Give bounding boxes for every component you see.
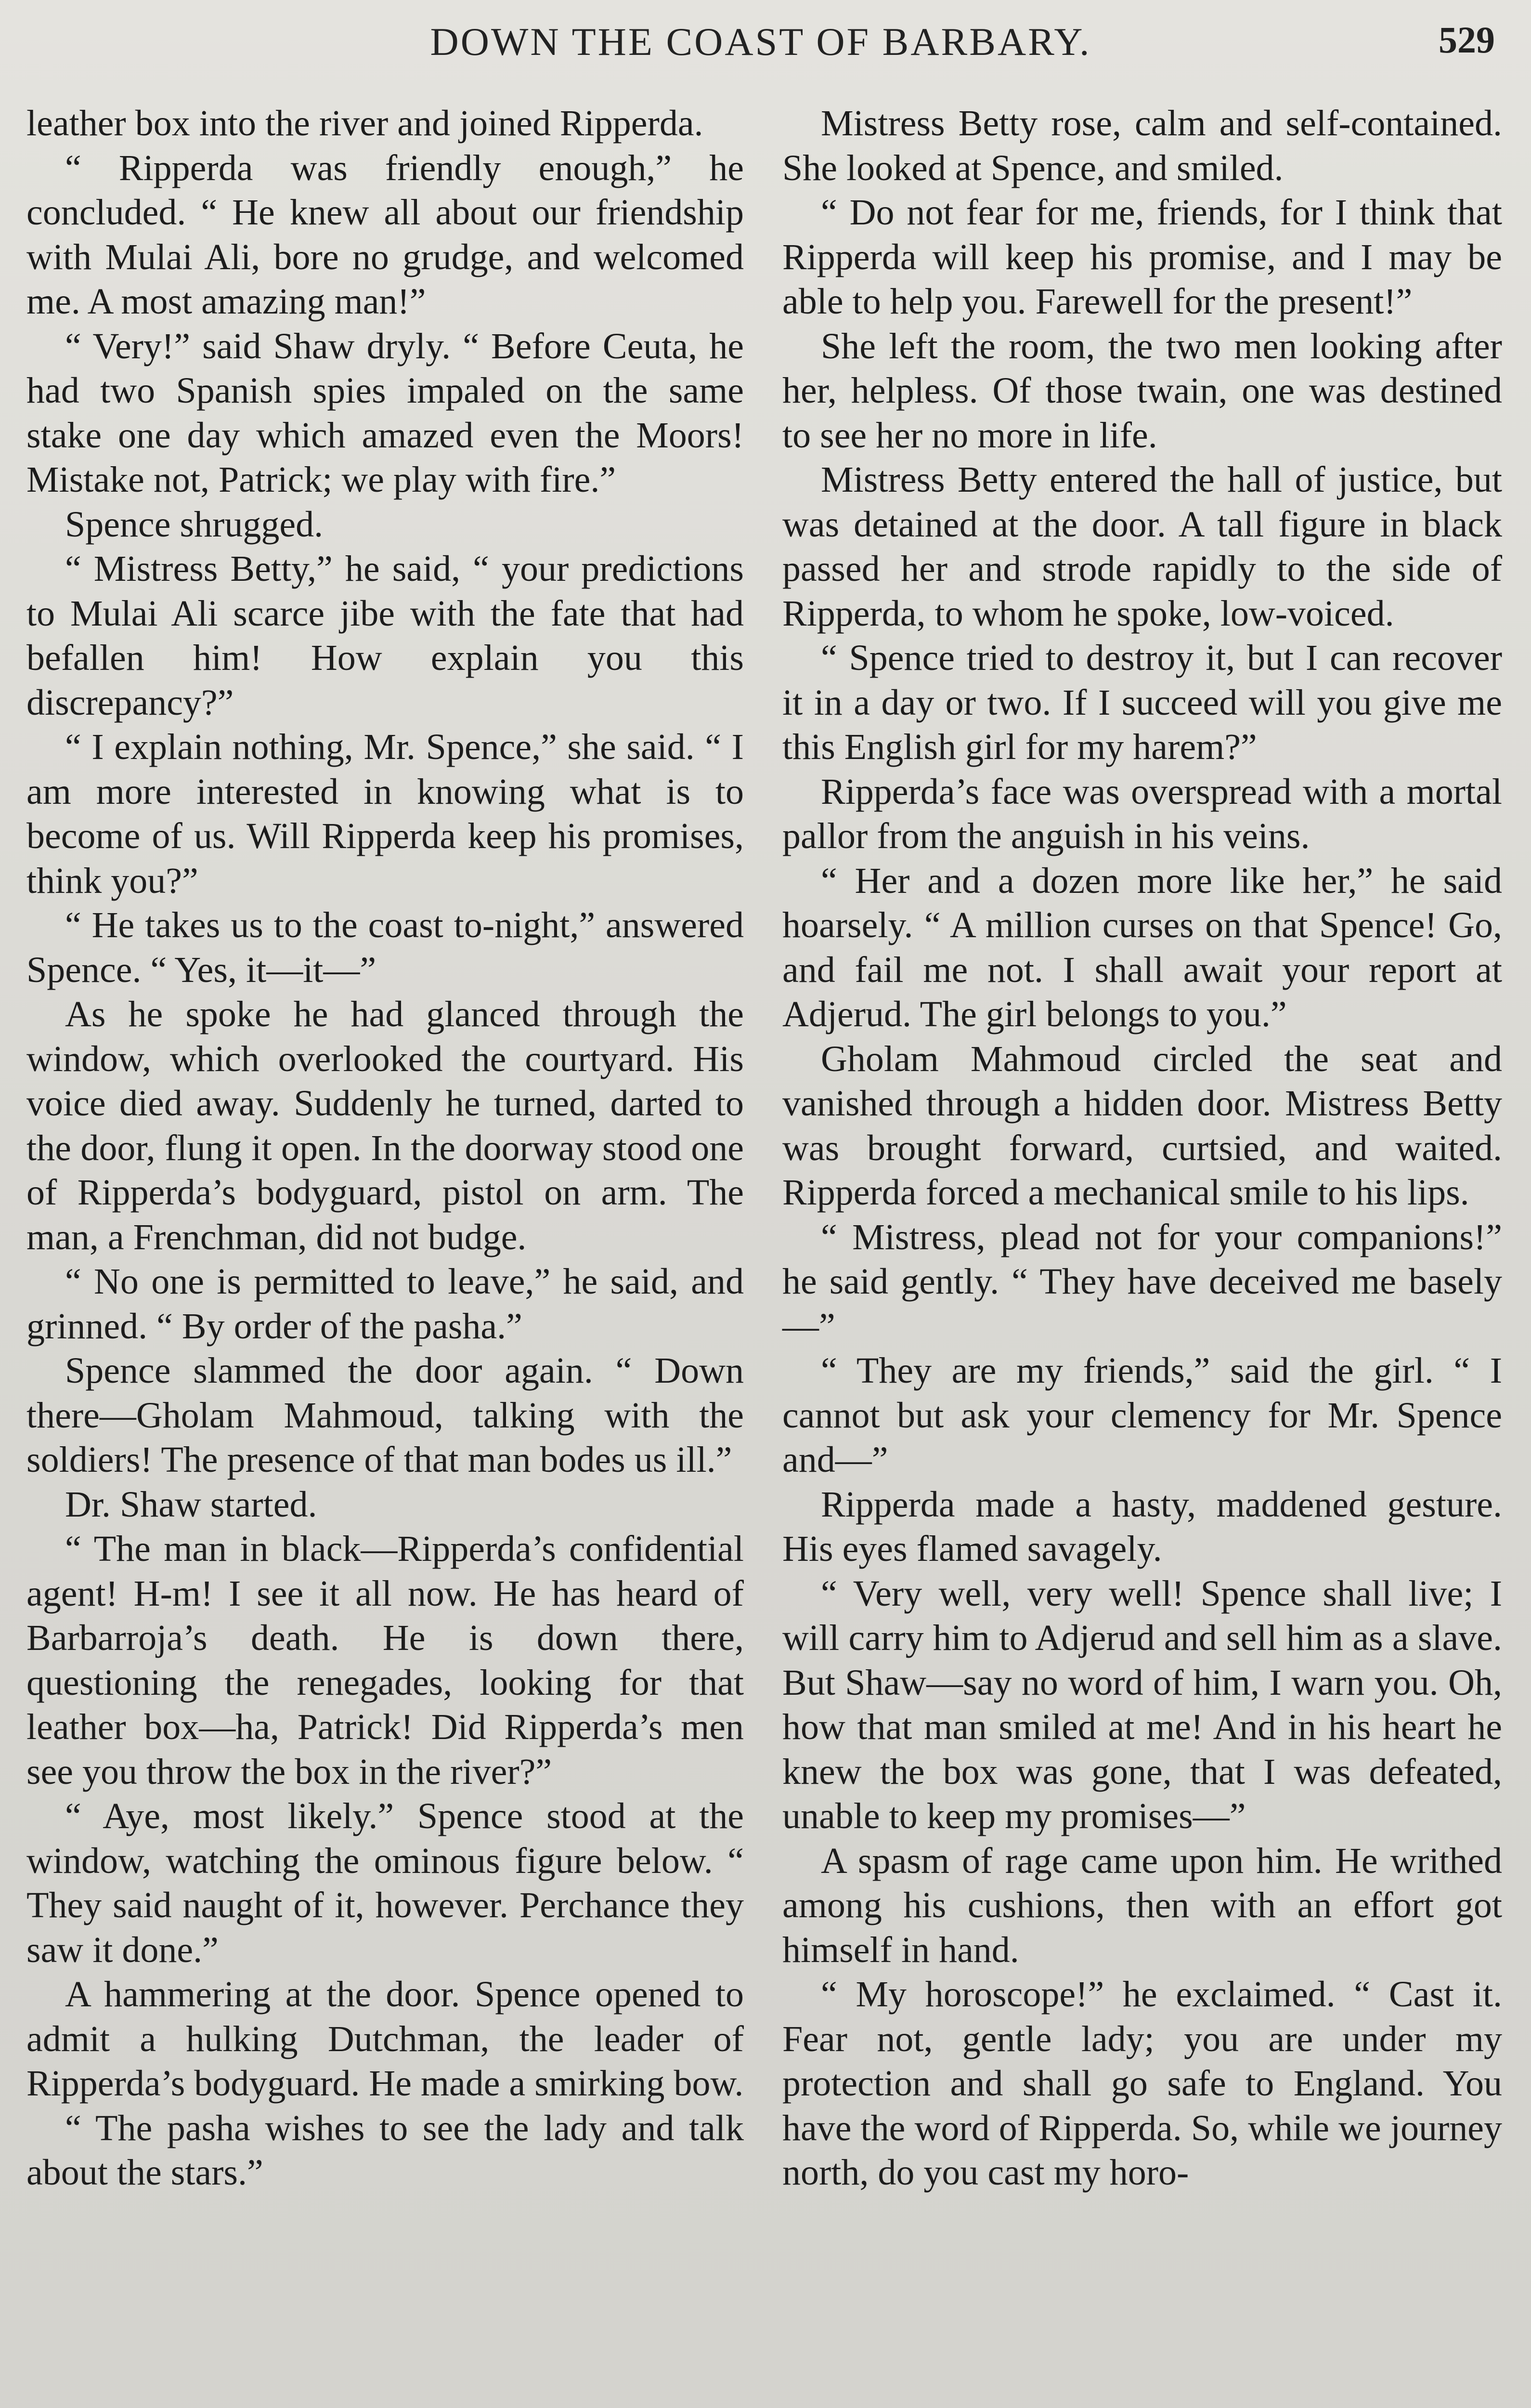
paragraph: “ Mistress, plead not for your companions!” he said gently. “ They have deceived me basely—”: [782, 1217, 1502, 1347]
paragraph: As he spoke he had glanced through the window, which overlooked the courtyard. His voice died away. Suddenly he turned, darted to the door, flung it open. In the doorway stood one of Ripperda’s bodyguard, pistol on arm. The man, a Frenchman, did not budge.: [26, 994, 744, 1257]
paragraph: “ No one is permitted to leave,” he said, and grinned. “ By order of the pasha.”: [26, 1261, 744, 1347]
paragraph: Gholam Mahmoud circled the seat and vanished through a hidden door. Mistress Betty was brought forward, curtsied, and waited. Ripperda forced a mechanical smile to his lips.: [782, 1038, 1502, 1213]
paragraph: Mistress Betty rose, calm and self-contained. She looked at Spence, and smiled.: [782, 103, 1502, 188]
paragraph: “ The man in black—Ripperda’s confidential agent! H-m! I see it all now. He has heard of Barbarroja’s death. He is down there, questioning the renegades, looking for that leather box—ha, Patrick! Did Ripperda’s men see you throw the box in the river?”: [26, 1529, 744, 1792]
paragraph: “ I explain nothing, Mr. Spence,” she said. “ I am more interested in knowing what is to become of us. Will Ripperda keep his promises, think you?”: [26, 727, 744, 901]
paragraph: Spence shrugged.: [65, 504, 324, 545]
paragraph: “ Spence tried to destroy it, but I can recover it in a day or two. If I succeed will you give me this English girl for my harem?”: [782, 638, 1502, 767]
paragraph: “ My horoscope!” he exclaimed. “ Cast it. Fear not, gentle lady; you are under my protection and shall go safe to England. You have the word of Ripperda. So, while we journey north, do you cast my horo-: [782, 1974, 1502, 2193]
paragraph: Ripperda made a hasty, maddened gesture. His eyes flamed savagely.: [782, 1484, 1502, 1569]
paragraph: “ Her and a dozen more like her,” he said hoarsely. “ A million curses on that Spence! Go, and fail me not. I shall await your report at Adjerud. The girl belongs to you.”: [782, 860, 1502, 1034]
paragraph: “ Ripperda was friendly enough,” he concluded. “ He knew all about our friendship with Mulai Ali, bore no grudge, and welcomed me. A most amazing man!”: [26, 147, 744, 322]
paragraph: A hammering at the door. Spence opened to admit a hulking Dutchman, the leader of Ripperda’s bodyguard. He made a smirking bow.: [26, 1974, 744, 2104]
running-head: DOWN THE COAST OF BARBARY.: [430, 20, 1091, 64]
paragraph: A spasm of rage came upon him. He writhed among his cushions, then with an effort got himself in hand.: [782, 1840, 1502, 1970]
paragraph: Spence slammed the door again. “ Down there—Gholam Mahmoud, talking with the soldiers! The presence of that man bodes us ill.”: [26, 1350, 744, 1480]
paragraph: “ They are my friends,” said the girl. “ I cannot but ask your clemency for Mr. Spence and—”: [782, 1350, 1502, 1480]
paragraph: “ He takes us to the coast to-night,” answered Spence. “ Yes, it—it—”: [26, 905, 744, 990]
paragraph: “ The pasha wishes to see the lady and talk about the stars.”: [26, 2107, 744, 2193]
paragraph: Ripperda’s face was overspread with a mortal pallor from the anguish in his veins.: [782, 771, 1502, 856]
paragraph: “ Very well, very well! Spence shall live; I will carry him to Adjerud and sell him as a slave. But Shaw—say no word of him, I warn you. Oh, how that man smiled at me! And in his heart he knew the box was gone, that I was defeated, unable to keep my promises—”: [782, 1573, 1502, 1836]
paragraph: leather box into the river and joined Ripperda.: [26, 103, 703, 144]
left-column: [26, 101, 744, 2195]
paragraph: She left the room, the two men looking after her, helpless. Of those twain, one was destined to see her no more in life.: [782, 326, 1502, 456]
paragraph: “ Very!” said Shaw dryly. “ Before Ceuta, he had two Spanish spies impaled on the same stake one day which amazed even the Moors! Mistake not, Patrick; we play with fire.”: [26, 326, 744, 500]
paragraph: Dr. Shaw started.: [65, 1484, 317, 1525]
right-column: [782, 101, 1502, 2195]
paragraph: “ Mistress Betty,” he said, “ your predictions to Mulai Ali scarce jibe with the fate that had befallen him! How explain you this discrepancy?”: [26, 549, 744, 723]
paragraph: “ Do not fear for me, friends, for I think that Ripperda will keep his promise, and I may be able to help you. Farewell for the present!”: [782, 192, 1502, 322]
page-number: 529: [1439, 19, 1495, 61]
paragraph: “ Aye, most likely.” Spence stood at the window, watching the ominous figure below. “ They said naught of it, however. Perchance they saw it done.”: [26, 1796, 744, 1970]
page-header: [0, 14, 1531, 82]
paragraph: Mistress Betty entered the hall of justice, but was detained at the door. A tall figure in black passed her and strode rapidly to the side of Ripperda, to whom he spoke, low-voiced.: [782, 459, 1502, 634]
